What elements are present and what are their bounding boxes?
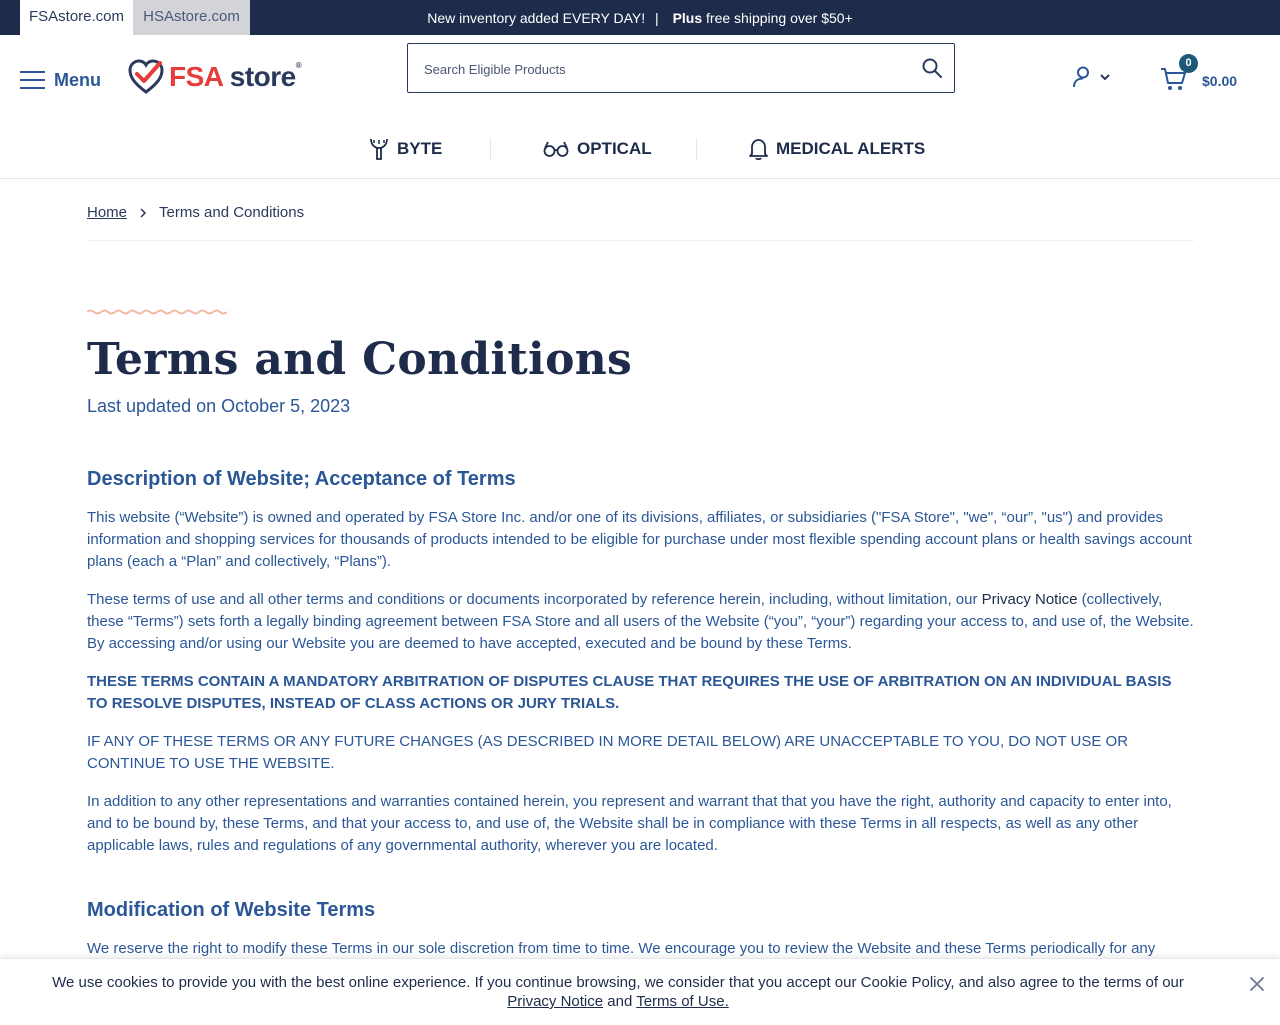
arbitration-notice: THESE TERMS CONTAIN A MANDATORY ARBITRATION OF DISPUTES CLAUSE THAT REQUIRES THE USE OF ARBITRATION ON AN INDIVIDUAL BASIS TO RESOLVE DISPUTES, INSTEAD OF CLASS ACTIONS OR JURY TRIALS. — [87, 673, 1172, 712]
paragraph: These terms of use and all other terms and conditions or documents incorporated by reference herein, including, without limitation, our Privacy Notice (collectively, these “Terms”) sets forth a legally binding agreement between FSA Store and all users of the Website (“you”, “your”) regarding your access to, and use of, the Website. By accessing and/or using our Website you are deemed to have accepted, executed and be bound by these Terms. — [87, 591, 1194, 652]
cookie-message: We use cookies to provide you with the best online experience. If you continue browsing, we consider that you accept our Cookie Policy, and also agree to the terms of our Privacy Notice and Terms of Use. — [52, 974, 1184, 1010]
nav-item-medical-alerts[interactable] — [749, 125, 925, 173]
bell-icon — [749, 138, 768, 160]
nav-label-optical: OPTICAL — [577, 139, 652, 158]
close-icon[interactable] — [1248, 975, 1266, 993]
header-divider — [0, 178, 1280, 179]
section-heading: Description of Website; Acceptance of Terms — [87, 468, 516, 490]
cart-button[interactable] — [1160, 58, 1250, 98]
hamburger-icon — [20, 71, 45, 89]
glasses-icon — [543, 140, 569, 158]
paragraph: In addition to any other representations and warranties contained herein, you represent and warrant that that you have the right, authority and capacity to enter into, and to be bound by, these Terms, and that your access to, and use of, the Website shall be in compliance with these Terms in all respects, as well as any other applicable laws, rules and regulations of any governmental authority, wherever you are located. — [87, 793, 1172, 854]
account-menu[interactable] — [1072, 66, 1111, 88]
announcement-bar — [0, 0, 1280, 35]
nav-divider — [696, 138, 697, 160]
promo-tail: free shipping over $50+ — [706, 10, 853, 26]
toothbrush-icon — [369, 137, 389, 161]
paragraph: We reserve the right to modify these Terms in our sole discretion from time to time. We encourage you to review the Website and these Terms periodically for any — [87, 940, 1156, 957]
breadcrumb-divider — [87, 240, 1194, 241]
breadcrumb-current: Terms and Conditions — [159, 204, 305, 221]
last-updated: Last updated on October 5, 2023 — [87, 396, 351, 416]
breadcrumb-home-link[interactable]: Home — [87, 204, 128, 221]
nav-label-medical-alerts: MEDICAL ALERTS — [776, 139, 926, 158]
user-icon — [1072, 66, 1094, 88]
terms-content — [87, 468, 1194, 976]
chevron-right-icon — [139, 207, 147, 219]
menu-button[interactable] — [20, 68, 101, 92]
promo-bold: Plus — [672, 10, 703, 26]
search-box — [407, 43, 955, 93]
breadcrumb — [87, 204, 304, 221]
category-nav — [0, 125, 1280, 175]
nav-label-byte: BYTE — [397, 139, 443, 158]
cookie-banner — [0, 958, 1280, 1025]
paragraph: IF ANY OF THESE TERMS OR ANY FUTURE CHANGES (AS DESCRIBED IN MORE DETAIL BELOW) ARE UNACCEPTABLE TO YOU, DO NOT USE OR CONTINUE TO USE THE WEBSITE. — [87, 733, 1129, 772]
cookie-privacy-link[interactable]: Privacy Notice — [507, 993, 604, 1010]
menu-label: Menu — [54, 69, 101, 90]
promo-text: New inventory added EVERY DAY! — [427, 10, 646, 26]
page-title: Terms and Conditions — [87, 334, 633, 385]
decorative-squiggle — [87, 308, 227, 316]
logo-check-heart-icon — [128, 59, 164, 95]
nav-item-byte[interactable] — [369, 125, 442, 173]
cookie-terms-link[interactable]: Terms of Use. — [636, 993, 729, 1010]
paragraph: This website (“Website”) is owned and operated by FSA Store Inc. and/or one of its divisions, affiliates, or subsidiaries ("FSA Store", "we", “our”, "us") and provides information and shopping services for thousands of products intended to be eligible for purchase under most flexible spending account plans or health savings account plans (each a “Plan” and collectively, “Plans”). — [87, 509, 1192, 570]
chevron-down-icon — [1099, 71, 1111, 83]
search-input[interactable] — [422, 44, 906, 94]
hsastore-tab[interactable]: HSAstore.com — [133, 0, 250, 35]
cart-count-badge: 0 — [1179, 54, 1198, 73]
privacy-notice-link[interactable]: Privacy Notice — [981, 591, 1078, 608]
section-heading: Modification of Website Terms — [87, 899, 376, 921]
nav-divider — [490, 138, 491, 160]
fsastore-tab[interactable]: FSAstore.com — [20, 0, 133, 35]
promo-separator: | — [655, 10, 659, 26]
logo-wordmark: FSA store® — [169, 61, 302, 92]
search-icon[interactable] — [922, 58, 942, 78]
cart-total: $0.00 — [1202, 73, 1238, 89]
fsa-store-logo[interactable] — [128, 58, 301, 96]
nav-item-optical[interactable] — [543, 125, 652, 173]
